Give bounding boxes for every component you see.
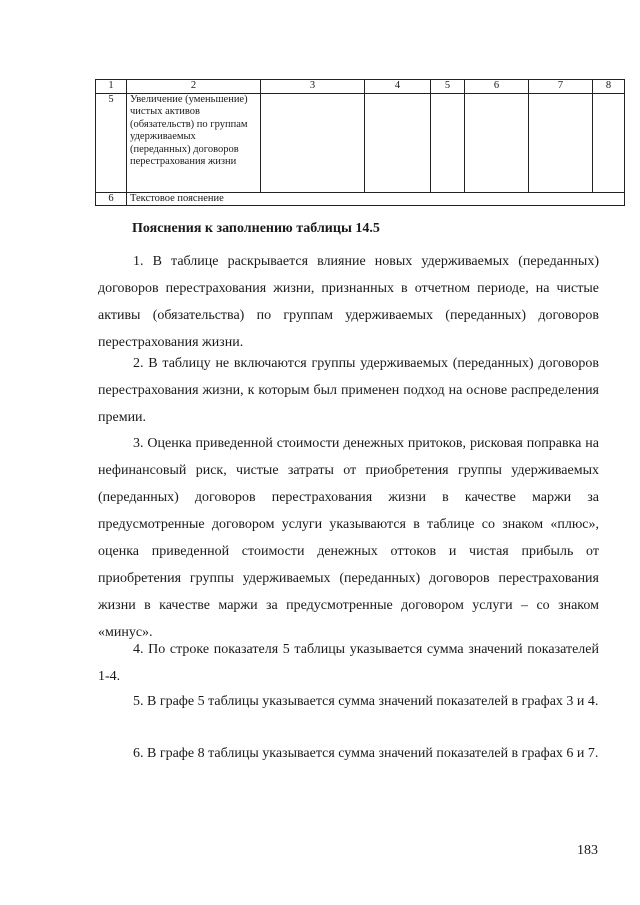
table-cell <box>365 93 431 192</box>
column-header: 1 <box>96 80 127 94</box>
section-title: Пояснения к заполнению таблицы 14.5 <box>132 221 380 236</box>
column-header: 8 <box>593 80 625 94</box>
page-number: 183 <box>577 843 598 858</box>
table-cell <box>465 93 529 192</box>
column-header: 6 <box>465 80 529 94</box>
paragraph: 5. В графе 5 таблицы указывается сумма значений показателей в графах 3 и 4. <box>133 694 599 709</box>
table-cell <box>593 93 625 192</box>
column-header: 3 <box>261 80 365 94</box>
column-header: 7 <box>529 80 593 94</box>
row-number: 6 <box>96 192 127 206</box>
indicators-table <box>95 79 625 206</box>
paragraph: 2. В таблицу не включаются группы удерживаемых (переданных) договоров перестрахования жизни, к которым был применен подход на основе распределения премии. <box>98 356 599 425</box>
row-label: Увеличение (уменьшение) чистых активов (обязательств) по группам удерживаемых (переданных) договоров перестрахования жизни <box>127 93 261 192</box>
column-header: 5 <box>431 80 465 94</box>
paragraph: 3. Оценка приведенной стоимости денежных притоков, рисковая поправка на нефинансовый риск, чистые затраты от приобретения группы удерживаемых (переданных) договоров перестрахования жизни в качестве маржи за предусмотренные договором услуги указываются в таблице со знаком «плюс», оценка приведенной стоимости денежных оттоков и чистая прибыль от приобретения группы удерживаемых (переданных) договоров перестрахования жизни в качестве маржи за предусмотренные договором услуги – со знаком «минус». <box>98 436 599 640</box>
paragraph: 4. По строке показателя 5 таблицы указывается сумма значений показателей 1-4. <box>98 642 599 684</box>
paragraph: 1. В таблице раскрывается влияние новых удерживаемых (переданных) договоров перестрахования жизни, признанных в отчетном периоде, на чистые активы (обязательства) по группам удерживаемых (переданных) договоров перестрахования жизни. <box>98 254 599 350</box>
table-cell <box>529 93 593 192</box>
paragraph: 6. В графе 8 таблицы указывается сумма значений показателей в графах 6 и 7. <box>133 746 599 761</box>
table-header-row <box>96 80 625 94</box>
row-number: 5 <box>96 93 127 192</box>
row-label: Текстовое пояснение <box>127 192 625 206</box>
column-header: 2 <box>127 80 261 94</box>
table-row <box>96 93 625 192</box>
column-header: 4 <box>365 80 431 94</box>
table-cell <box>261 93 365 192</box>
table-row <box>96 192 625 206</box>
table-cell <box>431 93 465 192</box>
